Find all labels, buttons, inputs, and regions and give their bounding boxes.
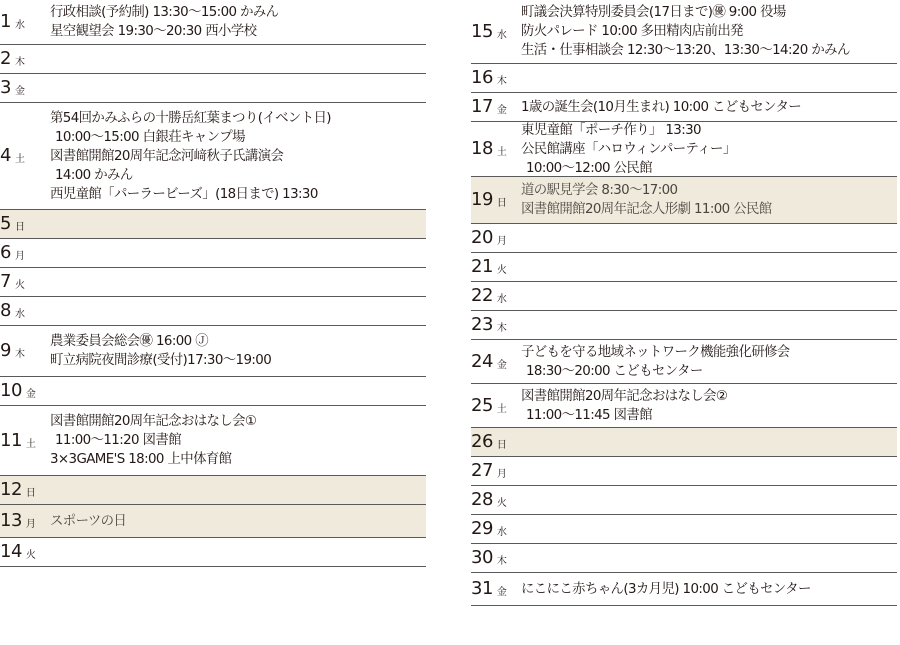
day-row	[471, 122, 897, 177]
event-line: 町議会決算特別委員会(17日まで)㊝ 9:00 役場	[521, 5, 786, 20]
day-row	[0, 505, 426, 538]
event-line: 防火パレード 10:00 多田精肉店前出発	[521, 24, 743, 39]
weekday: 木	[14, 349, 25, 360]
day-label	[471, 122, 507, 176]
event-list	[521, 122, 736, 176]
day-row	[471, 428, 897, 457]
weekday: 金	[496, 587, 507, 598]
event-line: 図書館開館20周年記念おはなし会①	[50, 414, 257, 429]
day-label	[471, 0, 507, 63]
weekday: 水	[496, 527, 507, 538]
event-line: 農業委員会総会㊝ 16:00 Ⓙ	[50, 334, 209, 349]
day-number: 17	[471, 96, 493, 117]
day-label	[471, 384, 507, 427]
day-label	[0, 210, 25, 238]
weekday: 火	[496, 498, 507, 509]
event-line: 10:00～15:00 白銀荘キャンプ場	[55, 129, 245, 145]
event-line: 道の駅見学会 8:30～17:00	[521, 183, 678, 198]
weekday: 日	[14, 222, 25, 233]
day-label	[471, 428, 507, 456]
day-label	[471, 224, 507, 252]
day-number: 12	[0, 479, 22, 500]
day-number: 23	[471, 314, 493, 335]
day-row	[0, 297, 426, 326]
day-number: 2	[0, 48, 11, 69]
day-label	[471, 573, 507, 605]
day-label	[0, 505, 36, 537]
day-row	[471, 224, 897, 253]
weekday: 水	[14, 20, 25, 31]
event-list	[50, 0, 278, 44]
day-label	[471, 253, 507, 281]
day-label	[471, 64, 507, 92]
weekday: 木	[496, 76, 507, 87]
day-row	[0, 377, 426, 406]
calendar-column-right	[471, 0, 897, 606]
day-number: 4	[0, 145, 11, 166]
day-number: 26	[471, 431, 493, 452]
day-label	[0, 74, 25, 102]
day-number: 27	[471, 460, 493, 481]
event-list	[50, 505, 126, 537]
event-line: スポーツの日	[50, 513, 127, 529]
weekday: 日	[25, 488, 36, 499]
day-row	[471, 486, 897, 515]
day-label	[0, 538, 36, 566]
event-line: 生活・仕事相談会 12:30～13:20、13:30～14:20 かみん	[521, 43, 850, 58]
day-label	[0, 239, 25, 267]
weekday: 火	[25, 550, 36, 561]
event-list	[50, 326, 271, 376]
day-number: 24	[471, 350, 493, 372]
weekday: 水	[496, 29, 507, 41]
day-number: 5	[0, 213, 11, 234]
day-number: 19	[471, 189, 493, 210]
event-line: 3×3GAME'S 18:00 上中体育館	[50, 452, 232, 467]
weekday: 月	[25, 519, 36, 530]
day-number: 8	[0, 300, 11, 321]
day-label	[471, 93, 507, 121]
event-line: 10:00～12:00 公民館	[526, 160, 652, 176]
event-list	[50, 406, 256, 475]
day-label	[471, 486, 507, 514]
day-number: 22	[471, 285, 493, 306]
weekday: 火	[14, 280, 25, 291]
weekday: 月	[14, 251, 25, 262]
weekday: 木	[496, 556, 507, 567]
day-row	[0, 326, 426, 377]
day-row	[0, 239, 426, 268]
day-row	[0, 103, 426, 210]
weekday: 土	[496, 147, 507, 158]
event-line: にこにこ赤ちゃん(3カ月児) 10:00 こどもセンター	[521, 581, 811, 597]
day-number: 6	[0, 242, 11, 263]
weekday: 木	[496, 323, 507, 334]
event-line: 18:30～20:00 こどもセンター	[526, 363, 703, 379]
day-number: 30	[471, 547, 493, 568]
day-row	[471, 515, 897, 544]
day-label	[471, 340, 507, 383]
day-label	[471, 544, 507, 572]
weekday: 日	[496, 198, 507, 209]
day-number: 20	[471, 227, 493, 248]
day-label	[0, 103, 25, 209]
day-number: 28	[471, 489, 493, 510]
day-row	[471, 253, 897, 282]
day-row	[471, 282, 897, 311]
day-row	[471, 93, 897, 122]
event-line: 子どもを守る地域ネットワーク機能強化研修会	[521, 344, 790, 360]
event-line: 14:00 かみん	[55, 167, 133, 183]
event-list	[521, 177, 772, 223]
day-row	[0, 406, 426, 476]
weekday: 月	[496, 236, 507, 247]
day-row	[471, 0, 897, 64]
day-label	[471, 457, 507, 485]
day-row	[471, 573, 897, 606]
day-row	[0, 45, 426, 74]
calendar-column-left	[0, 0, 426, 567]
event-list	[521, 573, 811, 605]
weekday: 水	[496, 294, 507, 305]
day-label	[0, 476, 36, 504]
weekday: 木	[14, 57, 25, 68]
event-line: 図書館開館20周年記念河﨑秋子氏講演会	[50, 148, 284, 164]
day-label	[471, 282, 507, 310]
event-line: 星空観望会 19:30～20:30 西小学校	[50, 24, 257, 39]
day-number: 18	[471, 138, 493, 159]
day-number: 1	[0, 11, 11, 32]
event-line: 町立病院夜間診療(受付)17:30～19:00	[50, 353, 272, 368]
weekday: 金	[14, 86, 25, 97]
day-row	[471, 457, 897, 486]
event-line: 東児童館「ポーチ作り」 13:30	[521, 122, 701, 138]
event-list	[521, 93, 801, 121]
day-row	[471, 64, 897, 93]
day-number: 29	[471, 518, 493, 539]
weekday: 金	[25, 389, 36, 400]
day-number: 10	[0, 380, 22, 401]
weekday: 土	[25, 438, 36, 450]
weekday: 火	[496, 265, 507, 276]
event-line: 11:00～11:45 図書館	[526, 407, 652, 423]
day-row	[0, 74, 426, 103]
event-line: 西児童館「パーラービーズ」(18日まで) 13:30	[50, 186, 318, 202]
weekday: 金	[496, 359, 507, 371]
day-label	[0, 45, 25, 73]
day-label	[0, 0, 25, 44]
day-row	[0, 538, 426, 567]
event-list	[521, 0, 850, 63]
event-line: 第54回かみふらの十勝岳紅葉まつり(イベント日)	[50, 110, 331, 126]
day-row	[471, 177, 897, 224]
day-label	[0, 297, 25, 325]
day-row	[0, 0, 426, 45]
weekday: 土	[14, 154, 25, 165]
day-label	[471, 177, 507, 223]
day-label	[0, 268, 25, 296]
event-line: 公民館講座「ハロウィンパーティー」	[521, 141, 736, 157]
weekday: 日	[496, 440, 507, 451]
day-number: 14	[0, 541, 22, 562]
day-number: 9	[0, 340, 11, 361]
day-row	[0, 268, 426, 297]
weekday: 土	[496, 403, 507, 415]
event-list	[521, 340, 790, 383]
event-line: 行政相談(予約制) 13:30～15:00 かみん	[50, 5, 279, 20]
event-line: 1歳の誕生会(10月生まれ) 10:00 こどもセンター	[521, 99, 802, 115]
day-label	[471, 311, 507, 339]
event-line: 図書館開館20周年記念人形劇 11:00 公民館	[521, 202, 772, 217]
day-row	[471, 311, 897, 340]
weekday: 水	[14, 309, 25, 320]
event-line: 図書館開館20周年記念おはなし会②	[521, 388, 728, 404]
day-row	[0, 210, 426, 239]
day-number: 21	[471, 256, 493, 277]
day-number: 7	[0, 271, 11, 292]
day-row	[471, 340, 897, 384]
day-number: 25	[471, 394, 493, 416]
event-line: 11:00～11:20 図書館	[55, 433, 181, 448]
day-row	[0, 476, 426, 505]
day-row	[471, 544, 897, 573]
day-number: 31	[471, 578, 493, 599]
day-number: 3	[0, 77, 11, 98]
event-list	[50, 103, 331, 209]
day-label	[0, 326, 25, 376]
day-label	[0, 406, 36, 475]
day-number: 13	[0, 510, 22, 531]
weekday: 金	[496, 105, 507, 116]
event-list	[521, 384, 727, 427]
day-label	[0, 377, 36, 405]
weekday: 月	[496, 469, 507, 480]
day-number: 11	[0, 429, 22, 451]
day-number: 16	[471, 67, 493, 88]
day-number: 15	[471, 20, 493, 42]
day-label	[471, 515, 507, 543]
day-row	[471, 384, 897, 428]
